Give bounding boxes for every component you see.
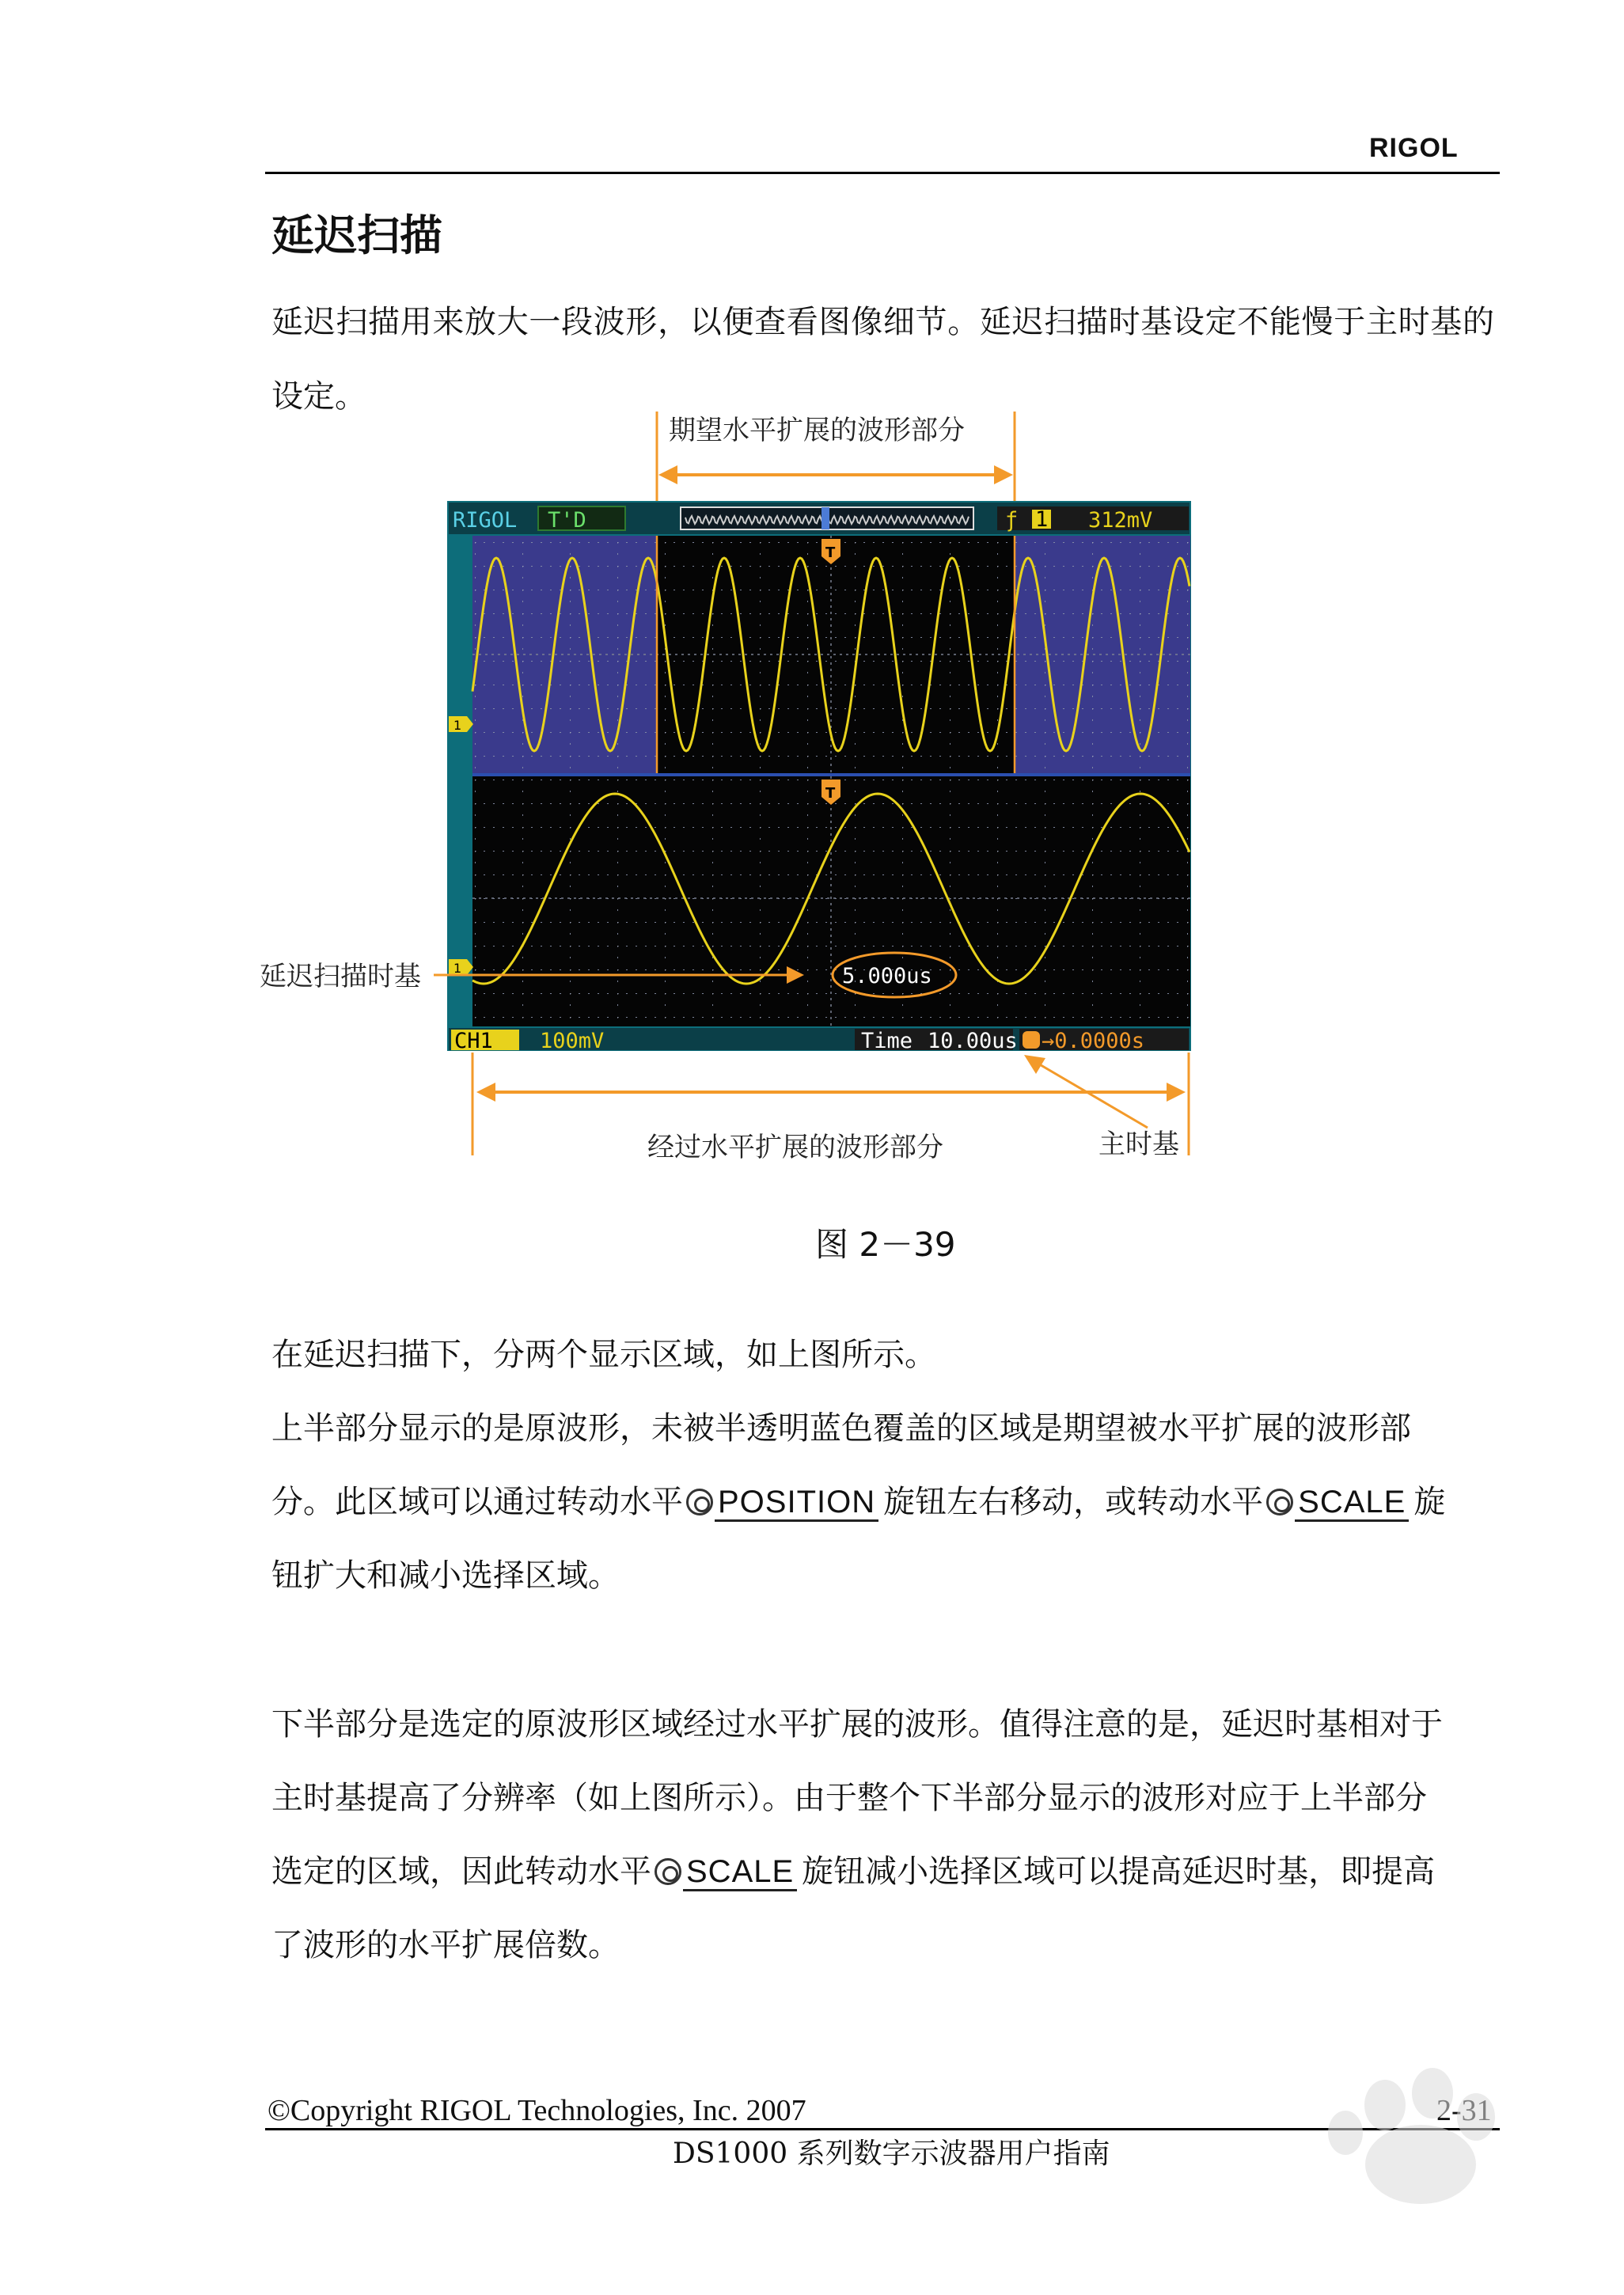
scope-memory-position-marker: [821, 507, 829, 529]
right-annotation-label: 主时基: [1098, 1129, 1179, 1160]
watermark-paw-graphic: [1148, 2058, 1559, 2263]
bottom-double-arrow: [476, 1083, 1186, 1102]
section-title: 延迟扫描: [271, 211, 442, 260]
main-timebase-value: 10.00us: [928, 1029, 1018, 1053]
bottom-annotation-label: 经过水平扩展的波形部分: [647, 1132, 943, 1163]
paragraph-3-part-c: 旋: [1413, 1484, 1446, 1520]
delayed-timebase-value: 5.000us: [842, 964, 932, 988]
intro-paragraph: 延迟扫描用来放大一段波形，以便查看图像细节。延迟扫描时基设定不能慢于主时基的设定。: [271, 304, 1494, 415]
footer-manual-title: DS1000 系列数字示波器用户指南: [673, 2138, 1110, 2170]
trigger-offset-value: →0.0000s: [1042, 1029, 1145, 1053]
lower-grid: [472, 776, 1190, 1026]
scale-knob-label: SCALE: [1295, 1485, 1409, 1522]
header-rule: [265, 172, 1500, 174]
knob-icon: [686, 1489, 713, 1515]
svg-text:1: 1: [453, 961, 462, 976]
header-brand: RIGOL: [1369, 133, 1459, 163]
figure-caption: 图 2－39: [815, 1225, 956, 1264]
channel-label: CH1: [454, 1029, 493, 1053]
left-annotation-label: 延迟扫描时基: [260, 961, 421, 992]
paragraph-5: 下半部分是选定的原波形区域经过水平扩展的波形。值得注意的是，延迟时基相对于: [271, 1706, 1443, 1743]
paragraph-4: 钮扩大和减小选择区域。: [271, 1557, 620, 1594]
scope-brand: RIGOL: [453, 508, 518, 533]
paragraph-3-part-a: 分。此区域可以通过转动水平: [271, 1484, 683, 1520]
top-double-arrow: [658, 465, 1013, 484]
window-divider: [472, 773, 1190, 776]
paragraph-7: [271, 1834, 1494, 1909]
position-knob-label: POSITION: [715, 1485, 878, 1522]
paragraph-1: 在延迟扫描下，分两个显示区域，如上图所示。: [271, 1337, 936, 1373]
paragraph-7-part-a: 选定的区域，因此转动水平: [271, 1853, 651, 1890]
svg-text:1: 1: [453, 718, 462, 733]
top-annotation-label: 期望水平扩展的波形部分: [669, 415, 965, 446]
knob-icon: [1266, 1489, 1293, 1515]
trigger-edge-icon: ƒ: [1005, 508, 1019, 533]
paragraph-3: [271, 1465, 1494, 1539]
volts-div: 100mV: [540, 1029, 605, 1053]
paragraph-7-part-b: 旋钮减小选择区域可以提高延迟时基，即提高: [802, 1853, 1436, 1890]
paragraph-6: 主时基提高了分辨率（如上图所示）。由于整个下半部分显示的波形对应于上半部分: [271, 1780, 1427, 1816]
svg-text:T: T: [825, 785, 836, 802]
paragraph-2: 上半部分显示的是原波形，未被半透明蓝色覆盖的区域是期望被水平扩展的波形部: [271, 1410, 1411, 1447]
scope-mode: T'D: [548, 508, 586, 533]
paragraph-8: 了波形的水平扩展倍数。: [271, 1927, 620, 1963]
trigger-channel: 1: [1035, 507, 1049, 532]
trigger-offset-icon: [1023, 1031, 1040, 1049]
scale-knob-label: SCALE: [683, 1854, 797, 1891]
svg-text:T: T: [825, 544, 836, 561]
trigger-level: 312mV: [1088, 508, 1153, 533]
delayed-scan-figure: [237, 400, 1235, 1191]
knob-icon: [655, 1858, 681, 1885]
time-label: Time: [861, 1029, 913, 1053]
footer-copyright: ©Copyright RIGOL Technologies, Inc. 2007: [268, 2094, 806, 2127]
paragraph-3-part-b: 旋钮左右移动，或转动水平: [883, 1484, 1264, 1520]
